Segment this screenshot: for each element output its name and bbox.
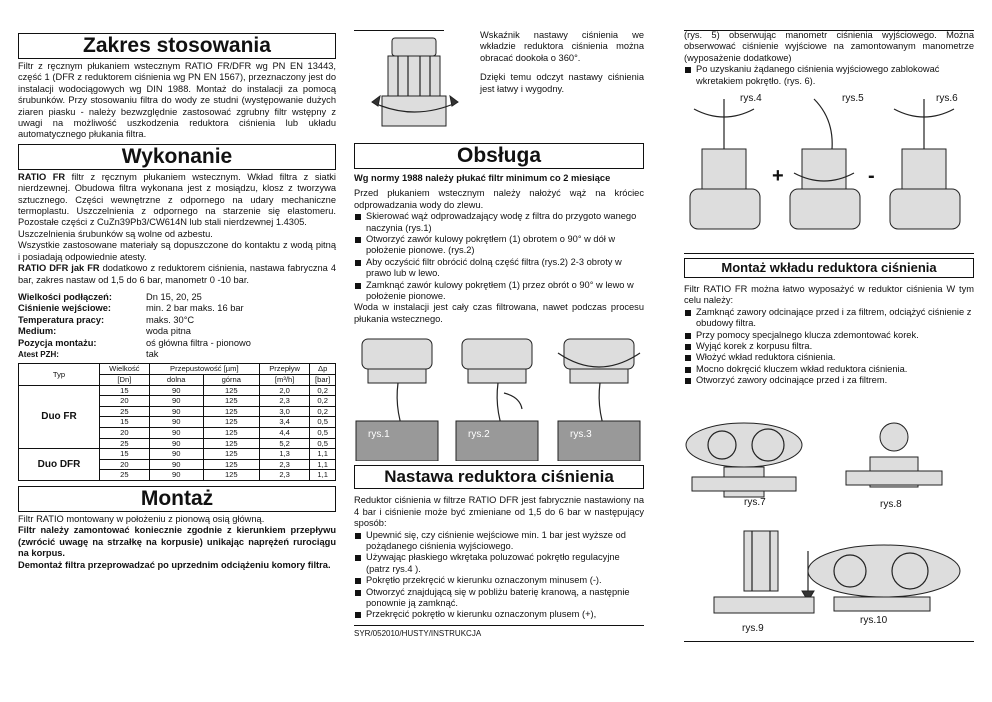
table-cell: 20 <box>100 396 150 407</box>
table-cell: 0,2 <box>310 385 336 396</box>
table-cell: 90 <box>149 406 203 417</box>
table-cell: 0,5 <box>310 417 336 428</box>
fig-label-rys2: rys.2 <box>468 429 490 441</box>
th-dolna: dolna <box>149 374 203 385</box>
table-cell: 90 <box>149 449 203 460</box>
obsluga-p1: Przed płukaniem wstecznym należy nałożyć wąż na króciec odprowadzania wody do zlewu. <box>354 188 644 210</box>
table-cell: 125 <box>203 427 259 438</box>
section-title-montaz-wkladu: Montaż wkładu reduktora ciśnienia <box>684 258 974 278</box>
spec-key: Temperatura pracy: <box>18 314 105 325</box>
table-cell: 5,2 <box>259 438 309 449</box>
table-cell: 125 <box>203 406 259 417</box>
th-przepustowosc: Przepustowość [µm] <box>149 364 259 375</box>
table-row <box>19 385 336 396</box>
montaz-wkladu-p1: Filtr RATIO FR można łatwo wyposażyć w reduktor ciśnienia W tym celu należy: <box>684 284 974 306</box>
list-item: Używając płaskiego wkrętaka poluzować pokrętło regulacyjne (patrz rys.4 ). <box>354 552 644 575</box>
table-cell: 2,3 <box>259 459 309 470</box>
minus-sign: - <box>868 165 875 188</box>
wykonanie-p4-text: dodatkowo z reduktorem ciśnienia, nastawa fabryczna 4 bar, zakres nastaw od 1,5 do 6 bar, manometr 0 -10 bar. <box>18 263 336 285</box>
list-item: Otworzyć zawór kulowy pokrętłem (1) obrotem o 90° w dół w położenie pionowe. (rys.2) <box>354 234 644 257</box>
plus-sign: + <box>772 165 784 188</box>
wykonanie-p3: Wszystkie zastosowane materiały są dopuszczone do kontaktu z wodą pitną i posiadają odpowiednie atesty. <box>18 240 336 262</box>
list-item: Włożyć wkład reduktora ciśnienia. <box>684 352 974 363</box>
table-cell: 2,3 <box>259 470 309 481</box>
list-item: Zamknąć zawory odcinające przed i za filtrem, odciążyć ciśnienie z obudowy filtra. <box>684 307 974 330</box>
table-cell: 90 <box>149 427 203 438</box>
nastawa-list <box>354 530 644 621</box>
zakres-text: Filtr z ręcznym płukaniem wstecznym RATIO FR/DFR wg PN EN 13443, część 1 (DFR z reduktorem ciśnienia wg PN EN 1567), przeznaczony jest do instalacji wodociągowych wg DIN 1988. Montaż do instalacji za pomocą śrubunków. Przy stosowaniu filtra do wody ze studni (występowanie dużych ziaren piasku - należy bezwzględnie zastosować zgrubny filtr wstępny z uwagi na możliwość uszkodzenia reduktora ciśnienia lub układu automatycznego płukania filtra. <box>18 61 336 140</box>
spec-row <box>18 315 336 326</box>
table-cell: 1,1 <box>310 459 336 470</box>
table-cell: 4,4 <box>259 427 309 438</box>
table-cell: 1,1 <box>310 470 336 481</box>
spec-row <box>18 338 336 349</box>
th-typ: Typ <box>19 364 100 385</box>
fig-label-rys8: rys.8 <box>880 498 902 510</box>
list-item: Otworzyć zawory odcinające przed i za filtrem. <box>684 375 974 386</box>
list-item: Aby oczyścić filtr obrócić dolną część filtra (rys.2) 2-3 obroty w prawo lub w lewo. <box>354 257 644 280</box>
table-cell: 125 <box>203 396 259 407</box>
table-cell: 125 <box>203 385 259 396</box>
table-cell: 20 <box>100 459 150 470</box>
list-item: Wyjąć korek z korpusu filtra. <box>684 341 974 352</box>
spec-key: Atest PZH: <box>18 349 59 359</box>
spec-row <box>18 326 336 337</box>
cont-item: Po uzyskaniu żądanego ciśnienia wyjściowego zablokować wkretakiem pokrętło. (rys. 6). <box>684 64 974 87</box>
table-cell: 90 <box>149 470 203 481</box>
flushing-illustration <box>354 333 644 461</box>
table-cell: 0,5 <box>310 438 336 449</box>
column-left <box>18 30 336 571</box>
spec-value: tak <box>146 348 159 359</box>
table-group-name: Duo DFR <box>19 449 100 481</box>
section-title-zakres: Zakres stosowania <box>18 33 336 59</box>
spec-value: maks. 30°C <box>146 314 195 325</box>
montaz-wkladu-list <box>684 307 974 387</box>
obsluga-subtitle: Wg normy 1988 należy płukać filtr minimum co 2 miesiące <box>354 173 611 183</box>
list-item: Otworzyć znajdującą się w pobliżu baterię kranową, a następnie ponownie ją zamknąć. <box>354 587 644 610</box>
th-wielkosc: Wielkość <box>100 364 150 375</box>
rys-1-3-figures <box>354 333 644 461</box>
obsluga-list <box>354 211 644 302</box>
list-item: Upewnić się, czy ciśnienie wejściowe min. 1 bar jest wyższe od pożądanego ciśnienia wyjściowego. <box>354 530 644 553</box>
table-cell: 125 <box>203 459 259 470</box>
table-cell: 25 <box>100 406 150 417</box>
wykonanie-p4-bold: RATIO DFR jak FR <box>18 263 100 274</box>
table-cell: 15 <box>100 385 150 396</box>
table-cell: 90 <box>149 417 203 428</box>
cont-list <box>684 64 974 87</box>
wykonanie-p1 <box>18 172 336 229</box>
section-title-obsluga: Obsługa <box>354 143 644 169</box>
wykonanie-p1-bold: RATIO FR <box>18 171 66 182</box>
spec-key: Wielkości podłączeń: <box>18 291 112 302</box>
spec-key: Ciśnienie wejściowe: <box>18 303 112 314</box>
footer-code: SYR/052010/HUSTY/INSTRUKCJA <box>354 625 644 639</box>
nastawa-p1: Reduktor ciśnienia w filtrze RATIO DFR jest fabrycznie nastawiony na 4 bar i ciśnienie może być zmieniane od 1,5 do 6 bar w następujący sposób: <box>354 495 644 529</box>
spec-table <box>18 363 336 481</box>
specs-list <box>18 292 336 360</box>
th-przeplyw: Przepływ <box>259 364 309 375</box>
spec-key: Medium: <box>18 326 57 337</box>
montaz-p2: Filtr należy zamontować koniecznie zgodnie z kierunkiem przepływu (zwrócić uwagę na strzałkę na korpusie) unikając naprężeń rurociągu na korpus. <box>18 525 336 559</box>
rys-7-10-figures <box>684 401 974 641</box>
th-bar: [bar] <box>310 374 336 385</box>
table-cell: 125 <box>203 470 259 481</box>
rys-4-6-figures <box>684 89 974 239</box>
th-gorna: górna <box>203 374 259 385</box>
column-right <box>684 30 974 642</box>
table-group-name: Duo FR <box>19 385 100 449</box>
wykonanie-p4 <box>18 263 336 286</box>
th-m3h: [m³/h] <box>259 374 309 385</box>
table-cell: 90 <box>149 459 203 470</box>
list-item: Zamknąć zawór kulowy pokrętłem (1) przez obrót o 90° w lewo w położenie pionowe. <box>354 280 644 303</box>
section-divider <box>684 253 974 254</box>
obsluga-p2: Woda w instalacji jest cały czas filtrowana, nawet podczas procesu płukania wstecznego. <box>354 302 644 324</box>
table-cell: 2,3 <box>259 396 309 407</box>
list-item: Przekręcić pokrętło w kierunku oznaczonym plusem (+), <box>354 609 644 620</box>
section-title-wykonanie: Wykonanie <box>18 144 336 170</box>
intro-text <box>474 30 644 140</box>
spec-value: min. 2 bar maks. 16 bar <box>146 303 244 314</box>
reducer-rotate-illustration <box>354 30 474 140</box>
table-row <box>19 449 336 460</box>
section-title-nastawa: Nastawa reduktora ciśnienia <box>354 465 644 489</box>
wykonanie-p2: Uszczelnienia śrubunków są wolne od azbestu. <box>18 228 213 239</box>
fig-label-rys6: rys.6 <box>936 93 958 105</box>
montaz-p3: Demontaż filtra przeprowadzać po uprzednim odciążeniu komory filtra. <box>18 559 331 570</box>
list-item: Skierować wąż odprowadzający wodę z filtra do przygoto wanego naczynia (rys.1) <box>354 211 644 234</box>
fig-label-rys9: rys.9 <box>742 622 764 634</box>
table-cell: 1,1 <box>310 449 336 460</box>
spec-row <box>18 292 336 303</box>
intro-block <box>354 30 644 140</box>
table-cell: 90 <box>149 385 203 396</box>
list-item: Przy pomocy specjalnego klucza zdemontować korek. <box>684 330 974 341</box>
wykonanie-p1-text: filtr z ręcznym płukaniem wstecznym. Wkład filtra z siatki nierdzewnej. Obudowa filtra wykonana jest z mosiądzu, klosz z tworzywa sztucznego. Części wewnętrzne z odpornego na udary mechaniczne termoplastu. Uszczelnienia z odpornego na starzenie się elastomeru. Pozostałe części z CuZn39Pb3/CW614N lub stali nierdzewnej 1.4305. <box>18 171 336 228</box>
table-cell: 0,2 <box>310 396 336 407</box>
table-cell: 20 <box>100 427 150 438</box>
table-cell: 3,0 <box>259 406 309 417</box>
spec-value: woda pitna <box>146 326 191 337</box>
list-item: Pokrętło przekręcić w kierunku oznaczonym minusem (-). <box>354 575 644 586</box>
table-cell: 125 <box>203 417 259 428</box>
section-title-montaz: Montaż <box>18 486 336 512</box>
fig-label-rys10: rys.10 <box>860 614 888 626</box>
table-cell: 90 <box>149 396 203 407</box>
spec-row <box>18 303 336 314</box>
fig-label-rys1: rys.1 <box>368 429 390 441</box>
intro-p1: Wskaźnik nastawy ciśnienia we wkładzie reduktora ciśnienia można obracać dookoła o 360°. <box>480 30 644 63</box>
table-cell: 90 <box>149 438 203 449</box>
table-cell: 125 <box>203 438 259 449</box>
table-cell: 2,0 <box>259 385 309 396</box>
pressure-setting-illustration <box>684 89 974 239</box>
table-cell: 0,5 <box>310 427 336 438</box>
table-cell: 3,4 <box>259 417 309 428</box>
spec-value: oś główna filtra - pionowo <box>146 337 251 348</box>
table-cell: 15 <box>100 417 150 428</box>
cartridge-install-illustration <box>684 401 974 641</box>
column-middle <box>354 30 644 639</box>
table-cell: 125 <box>203 449 259 460</box>
spec-key: Pozycja montażu: <box>18 337 97 348</box>
spec-value: Dn 15, 20, 25 <box>146 291 202 302</box>
th-dp: Δp <box>310 364 336 375</box>
table-cell: 25 <box>100 470 150 481</box>
table-cell: 0,2 <box>310 406 336 417</box>
cont-p1: (rys. 5) obserwując manometr ciśnienia wyjściowego. Można obserwować ciśnienie wyjściowe na zamontowanym manometrze (wyposażenie dodatkowe) <box>684 30 974 63</box>
fig-label-rys4: rys.4 <box>740 93 762 105</box>
table-cell: 25 <box>100 438 150 449</box>
montaz-p1: Filtr RATIO montowany w położeniu z pionową osią główną. <box>18 513 265 524</box>
fig-label-rys3: rys.3 <box>570 429 592 441</box>
intro-p2: Dzięki temu odczyt nastawy ciśnienia jest łatwy i wygodny. <box>480 72 644 94</box>
table-cell: 1,3 <box>259 449 309 460</box>
th-dn: [Dn] <box>100 374 150 385</box>
fig-label-rys5: rys.5 <box>842 93 864 105</box>
spec-row <box>18 349 336 360</box>
table-cell: 15 <box>100 449 150 460</box>
fig-label-rys7: rys.7 <box>744 496 766 508</box>
list-item: Mocno dokręcić kluczem wkład reduktora ciśnienia. <box>684 364 974 375</box>
